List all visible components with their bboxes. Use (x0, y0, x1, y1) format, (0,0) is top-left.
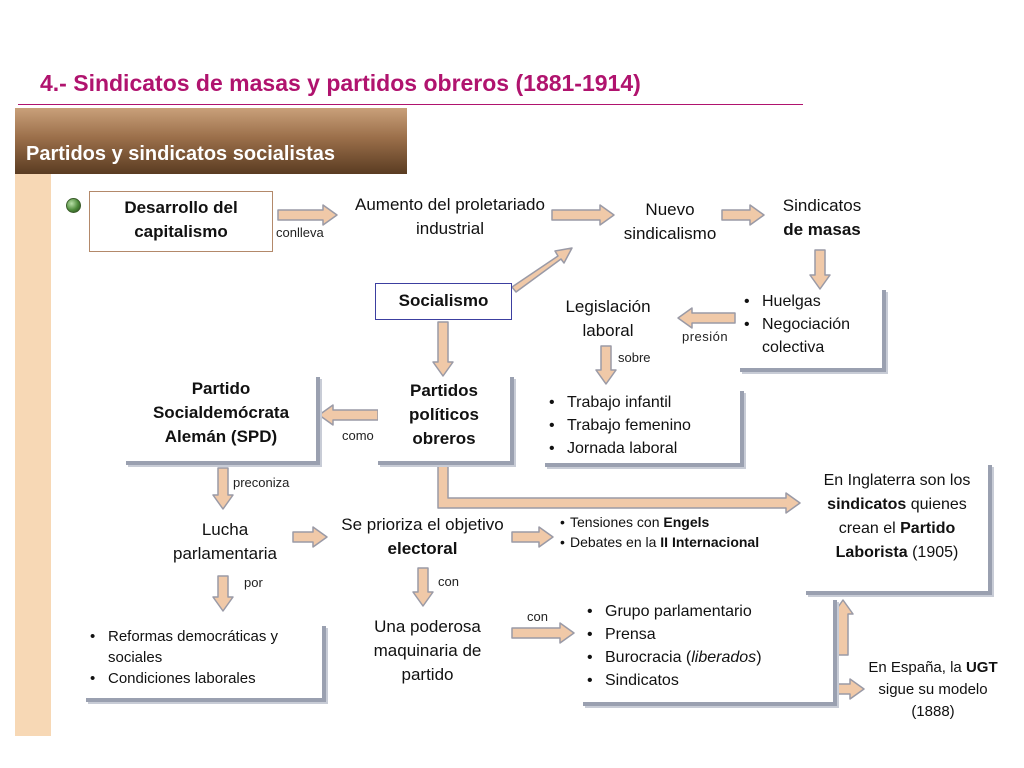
node-prioriza-text: Se prioriza el objetivo (341, 515, 504, 534)
list-item: • Prensa (583, 623, 833, 646)
espana-text-2: sigue su modelo (1888) (878, 681, 988, 720)
list-item: • Huelgas (740, 290, 882, 313)
list-trabajo (545, 391, 740, 460)
list-item: • Trabajo femenino (545, 414, 740, 437)
slide-title: 4.- Sindicatos de masas y partidos obreros (1881-1914) (40, 70, 641, 96)
grupo-text-3a: Burocracia ( (605, 649, 692, 666)
list-item (583, 646, 833, 669)
label-presion: presión (682, 329, 729, 344)
arrow-como (319, 405, 378, 425)
node-desarrollo (89, 191, 273, 252)
node-spd-text: Partido Socialdemócrata Alemán (SPD) (152, 379, 290, 446)
tensiones-text-2: Debates en la (570, 534, 661, 550)
label-por: por (244, 575, 263, 590)
list-item: • Sindicatos (583, 669, 833, 692)
list-item: • Grupo parlamentario (583, 600, 833, 623)
box-huelgas (740, 290, 886, 372)
box-reformas (86, 626, 326, 702)
node-sindicatos-line1: Sindicatos (782, 196, 862, 215)
list-grupo (583, 600, 833, 692)
list-item: • Condiciones laborales (86, 668, 322, 689)
node-desarrollo-text: Desarrollo del capitalismo (124, 198, 238, 241)
arrow-por (213, 576, 233, 611)
inglaterra-text-2: quienes crean el (838, 496, 967, 537)
node-socialismo-text: Socialismo (398, 291, 489, 310)
inglaterra-bold-1: sindicatos (827, 496, 907, 513)
arrow-sindicatos-down (810, 250, 830, 289)
arrow-aumento-nuevo (552, 205, 614, 225)
list-tensiones (560, 512, 765, 552)
espana-bold-1: UGT (965, 659, 998, 676)
node-sindicatos-line2: de masas (783, 220, 861, 239)
grupo-text-3c: ) (756, 649, 762, 666)
espana-text-1: En España, la (868, 659, 966, 676)
list-item: • Jornada laboral (545, 437, 740, 460)
arrow-socialismo-nuevo (512, 248, 572, 292)
node-sindicatos-masas (762, 194, 882, 242)
inglaterra-text-1: En Inglaterra son los (823, 472, 971, 489)
label-sobre: sobre (618, 350, 651, 365)
arrow-maquinaria-grupo (512, 623, 574, 643)
node-maquinaria-text: Una poderosa maquinaria de partido (373, 617, 482, 684)
tensiones-bold-2: II Internacional (660, 534, 760, 550)
tensiones-bold-1: Engels (663, 514, 710, 530)
list-huelgas (740, 290, 882, 359)
node-partidos (378, 377, 514, 465)
node-prioriza-bold: electoral (387, 539, 458, 558)
node-espana (868, 657, 998, 723)
arrow-prioriza-tensiones (512, 527, 553, 547)
node-nuevo-sindicalismo (610, 198, 730, 246)
tensiones-text-1: Tensiones con (570, 514, 664, 530)
label-conlleva: conlleva (276, 225, 324, 240)
list-item: • Trabajo infantil (545, 391, 740, 414)
label-preconiza: preconiza (233, 475, 290, 490)
list-item: • Reformas democráticas y sociales (86, 626, 322, 668)
arrow-lucha-prioriza (293, 527, 327, 547)
arrow-presion (678, 308, 735, 328)
node-nuevo-text: Nuevo sindicalismo (623, 200, 717, 243)
box-grupo (583, 600, 837, 706)
node-maquinaria (350, 615, 505, 687)
node-prioriza (330, 513, 515, 561)
arrow-legislacion-down (596, 346, 616, 384)
label-con-1: con (438, 574, 459, 589)
arrow-conlleva (278, 205, 337, 225)
node-aumento-text: Aumento del proletariado industrial (355, 195, 545, 238)
node-legislacion (548, 295, 668, 343)
node-inglaterra (806, 465, 992, 595)
box-trabajo (545, 391, 744, 467)
inglaterra-bold-2: Partido Laborista (835, 520, 956, 561)
label-con-2: con (527, 609, 548, 624)
list-item (560, 512, 765, 532)
node-legislacion-text: Legislación laboral (565, 297, 651, 340)
label-como: como (342, 428, 374, 443)
inglaterra-text-3: (1905) (907, 544, 959, 561)
node-partidos-text: Partidos políticos obreros (409, 381, 479, 448)
list-reformas (86, 626, 322, 689)
node-lucha-text: Lucha parlamentaria (173, 520, 277, 563)
section-title: Partidos y sindicatos socialistas (26, 143, 336, 165)
arrow-socialismo-partidos (433, 322, 453, 376)
list-item: • Negociación colectiva (740, 313, 882, 359)
arrow-partidos-inglaterra (438, 465, 800, 513)
node-socialismo (375, 283, 512, 320)
node-lucha (155, 518, 295, 566)
box-tensiones (560, 512, 765, 552)
node-spd (126, 377, 320, 465)
node-aumento (340, 193, 560, 241)
grupo-italic-3: liberados (691, 649, 757, 666)
arrow-con-down (413, 568, 433, 606)
list-item (560, 532, 765, 552)
arrow-preconiza (213, 468, 233, 509)
